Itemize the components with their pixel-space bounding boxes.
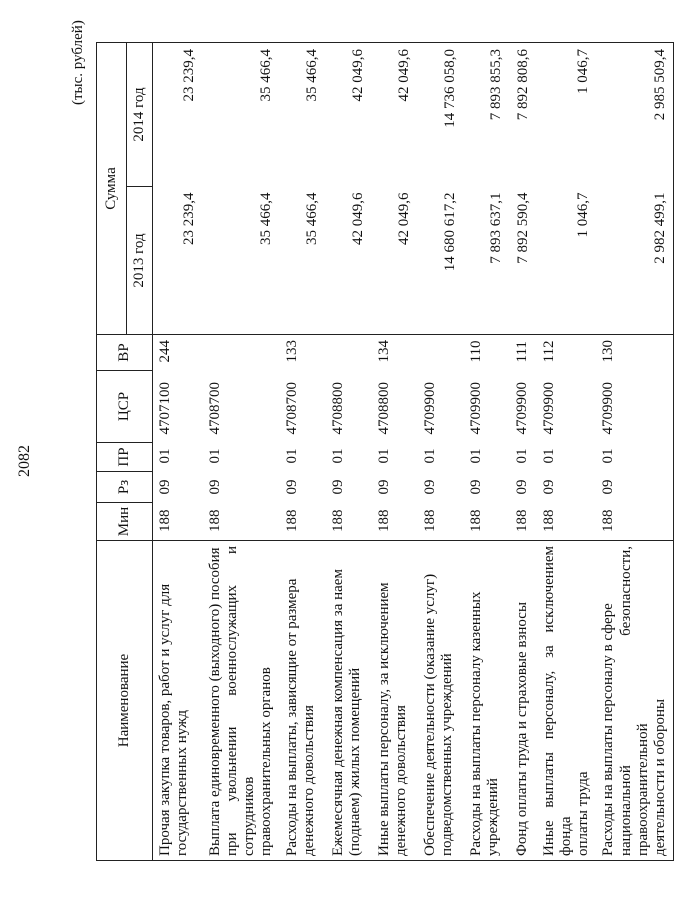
header-sum: Сумма (97, 43, 127, 335)
row-name (596, 541, 674, 861)
row-name (510, 541, 537, 861)
cell-pr: 01 (421, 448, 438, 464)
row-name-line: Расходы на выплаты, зависящие от размера (283, 578, 300, 856)
cell-vr: 110 (464, 335, 510, 371)
cell-csr: 4709900 (540, 382, 557, 435)
cell-rz: 09 (596, 472, 674, 503)
table-row (464, 43, 510, 861)
row-name (280, 541, 326, 861)
cell-rz: 09 (157, 479, 173, 495)
cell-y2013: 7 893 637,1 (488, 192, 505, 264)
cell-vr: 133 (280, 335, 326, 371)
cell-y2013: 35 466,4 (304, 192, 321, 245)
cell-y2014: 2 985 509,4 (596, 43, 674, 187)
row-name-line: деятельности и обороны (652, 698, 668, 856)
cell-y2013: 42 049,6 (396, 192, 413, 245)
cell-rz: 09 (375, 479, 392, 495)
cell-rz: 09 (329, 479, 346, 495)
cell-y2013: 2 982 499,1 (596, 187, 674, 335)
units-label: (тыс. рублей) (70, 20, 86, 105)
cell-rz: 09 (206, 479, 223, 495)
cell-csr: 4708700 (206, 382, 223, 435)
cell-pr: 01 (467, 448, 484, 464)
cell-min: 188 (421, 509, 438, 532)
row-name-line: Расходы на выплаты персоналу в сфере (600, 603, 617, 856)
row-name-line: при увольнении военнослужащих и сотрудников (223, 546, 257, 856)
cell-y2014: 1 046,7 (537, 43, 597, 187)
cell-rz: 09 (513, 479, 530, 495)
cell-pr: 01 (596, 443, 674, 472)
cell-min: 188 (329, 509, 346, 532)
cell-pr: 01 (157, 448, 173, 464)
cell-y2013: 1 046,7 (575, 192, 591, 238)
table-row (418, 43, 464, 861)
row-name-line: Иные выплаты персоналу, за исключением (375, 582, 392, 856)
row-name (153, 541, 203, 861)
cell-y2014: 35 466,4 (280, 43, 326, 187)
row-name-line: национальной безопасности, правоохранительной (617, 546, 651, 856)
cell-min: 188 (513, 509, 530, 532)
cell-min: 188 (157, 509, 173, 532)
cell-pr: 01 (206, 448, 223, 464)
cell-vr: 134 (372, 335, 418, 371)
cell-min: 188 (540, 509, 557, 532)
cell-pr: 01 (375, 448, 392, 464)
cell-rz: 09 (467, 479, 484, 495)
cell-min: 188 (206, 509, 223, 532)
row-name-line: государственных нужд (174, 709, 191, 856)
cell-vr (203, 335, 280, 371)
table-row (510, 43, 537, 861)
cell-csr: 4709900 (596, 371, 674, 443)
row-name (372, 541, 418, 861)
row-name-line: (поднаем) жилых помещений (346, 667, 363, 856)
cell-y2013: 35 466,4 (258, 192, 275, 245)
row-name-line: денежного довольствия (300, 705, 317, 856)
table-row (596, 43, 674, 861)
cell-y2014: 42 049,6 (326, 43, 372, 187)
cell-csr: 4708700 (283, 382, 300, 435)
cell-min: 188 (467, 509, 484, 532)
cell-csr: 4708800 (375, 382, 392, 435)
cell-vr: 130 (596, 335, 674, 371)
header-min: Мин (97, 503, 153, 541)
row-name (418, 541, 464, 861)
table-row (280, 43, 326, 861)
cell-y2014: 42 049,6 (372, 43, 418, 187)
cell-y2013: 23 239,4 (181, 192, 198, 245)
header-2013: 2013 год (127, 187, 153, 335)
table-row (326, 43, 372, 861)
table-row (203, 43, 280, 861)
cell-y2013: 14 680 617,2 (442, 192, 459, 272)
table-row (537, 43, 597, 861)
row-name-line: оплаты труда (575, 771, 591, 856)
cell-pr: 01 (329, 448, 346, 464)
row-name (537, 541, 597, 861)
cell-min: 188 (283, 509, 300, 532)
row-name-line: денежного довольствия (392, 705, 409, 856)
page-number: 2082 (16, 445, 33, 477)
cell-csr: 4707100 (157, 382, 173, 435)
cell-pr: 01 (513, 448, 530, 464)
table-row (153, 43, 203, 861)
table-row (372, 43, 418, 861)
cell-csr: 4709900 (467, 382, 484, 435)
cell-vr: 111 (510, 335, 537, 371)
header-pr: ПР (97, 443, 153, 472)
cell-vr: 112 (537, 335, 597, 371)
row-name-line: Расходы на выплаты персоналу казенных (467, 591, 484, 856)
row-name (203, 541, 280, 861)
cell-min: 188 (375, 509, 392, 532)
row-name-line: Иные выплаты персоналу, за исключением фонда (540, 546, 574, 856)
header-csr: ЦСР (97, 371, 153, 443)
cell-vr: 244 (153, 335, 203, 371)
table-body (153, 43, 674, 861)
cell-vr (418, 335, 464, 371)
row-name-line: Ежемесячная денежная компенсация за наем (329, 569, 346, 856)
cell-y2014: 7 893 855,3 (464, 43, 510, 187)
header-rz: Рз (97, 472, 153, 503)
cell-y2013: 42 049,6 (350, 192, 367, 245)
cell-min: 188 (596, 503, 674, 541)
budget-table (96, 42, 674, 861)
row-name-line: Обеспечение деятельности (оказание услуг) (421, 573, 438, 856)
cell-rz: 09 (540, 479, 557, 495)
row-name-line: Выплата единовременного (выходного) пособия (206, 547, 223, 856)
cell-csr: 4708800 (329, 382, 346, 435)
cell-rz: 09 (421, 479, 438, 495)
cell-pr: 01 (283, 448, 300, 464)
row-name (464, 541, 510, 861)
header-2014: 2014 год (127, 43, 153, 187)
row-name-line: Прочая закупка товаров, работ и услуг для (157, 583, 173, 856)
cell-csr: 4709900 (421, 382, 438, 435)
cell-y2014: 14 736 058,0 (418, 43, 464, 187)
row-name-line: Фонд оплаты труда и страховые взносы (513, 601, 530, 856)
row-name-line: правоохранительных органов (258, 667, 275, 856)
cell-y2014: 23 239,4 (153, 43, 203, 187)
header-name: Наименование (97, 541, 153, 861)
row-name-line: подведомственных учреждений (438, 653, 455, 856)
cell-pr: 01 (540, 448, 557, 464)
row-name-line: учреждений (484, 778, 501, 856)
cell-rz: 09 (283, 479, 300, 495)
cell-vr (326, 335, 372, 371)
row-name (326, 541, 372, 861)
cell-csr: 4709900 (513, 382, 530, 435)
cell-y2014: 7 892 808,6 (510, 43, 537, 187)
header-vr: ВР (97, 335, 153, 371)
cell-y2014: 35 466,4 (203, 43, 280, 187)
cell-y2013: 7 892 590,4 (515, 192, 532, 264)
